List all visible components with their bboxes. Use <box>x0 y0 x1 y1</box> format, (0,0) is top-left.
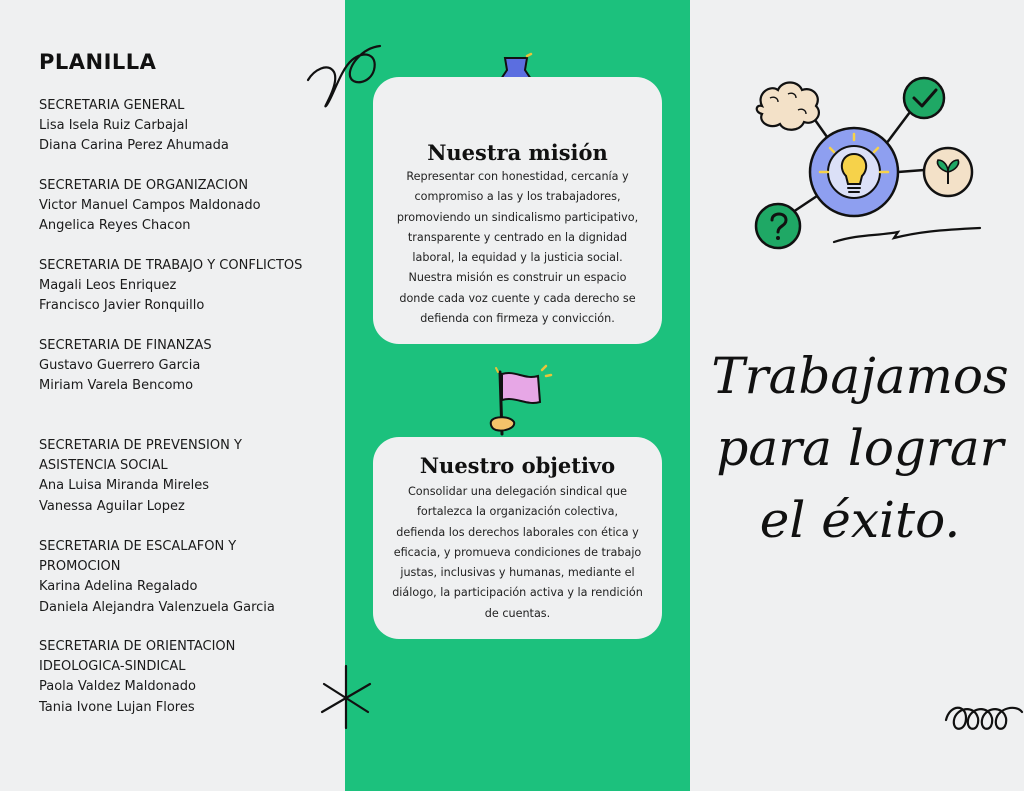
lightbulb-icon <box>810 128 898 216</box>
member-name: Gustavo Guerrero Garcia <box>39 358 201 374</box>
role-secretaria-finanzas <box>39 336 339 397</box>
flag-icon <box>482 364 554 440</box>
tagline <box>700 340 1020 556</box>
member-name: Angelica Reyes Chacon <box>39 218 191 234</box>
role-secretaria-prevension <box>39 436 339 517</box>
role-title: SECRETARIA DE TRABAJO Y CONFLICTOS <box>39 258 303 273</box>
objective-card <box>373 437 662 639</box>
member-name: Daniela Alejandra Valenzuela Garcia <box>39 599 275 615</box>
objective-title: Nuestro objetivo <box>419 453 616 478</box>
tagline-line: para lograr <box>716 419 1004 477</box>
planilla-title: PLANILLA <box>39 50 157 74</box>
member-name: Magali Leos Enriquez <box>39 278 177 294</box>
coil-doodle-icon <box>940 690 1024 750</box>
member-name: Vanessa Aguilar Lopez <box>39 498 185 514</box>
role-secretaria-trabajo <box>39 256 339 317</box>
role-title: SECRETARIA DE FINANZAS <box>39 338 212 353</box>
role-title: SECRETARIA DE ORIENTACION <box>39 639 236 654</box>
mission-body: Representar con honestidad, cercanía y compromiso a las y los trabajadores, promoviendo un sindicalismo participativo, transparente y centrado en la dignidad laboral, la equidad y la justicia social. Nuestra misión es construir un espacio donde cada voz cuente y cada derecho se defienda con firmeza y convicción. <box>396 170 639 326</box>
tagline-line: el éxito. <box>759 491 961 549</box>
role-title: SECRETARIA DE ORGANIZACION <box>39 178 249 193</box>
asterisk-doodle-icon <box>316 662 376 732</box>
member-name: Victor Manuel Campos Maldonado <box>39 198 261 214</box>
role-secretaria-organizacion <box>39 176 339 237</box>
role-secretaria-general <box>39 96 339 157</box>
role-title: SECRETARIA DE ESCALAFON Y <box>39 539 237 554</box>
role-title: SECRETARIA DE PREVENSION Y <box>39 438 242 453</box>
member-name: Ana Luisa Miranda Mireles <box>39 478 209 494</box>
member-name: Paola Valdez Maldonado <box>39 679 196 695</box>
mission-card <box>373 77 662 344</box>
idea-network-illustration <box>748 76 988 256</box>
role-title: SECRETARIA GENERAL <box>39 98 185 113</box>
member-name: Miriam Varela Bencomo <box>39 378 194 394</box>
member-name: Lisa Isela Ruiz Carbajal <box>39 118 189 134</box>
tagline-line: Trabajamos <box>711 347 1009 405</box>
thought-cloud-icon <box>757 83 819 130</box>
role-title: IDEOLOGICA-SINDICAL <box>39 659 186 675</box>
sprout-icon <box>924 148 972 196</box>
question-circle-icon <box>756 204 800 248</box>
member-name: Francisco Javier Ronquillo <box>39 298 205 314</box>
role-secretaria-orientacion <box>39 637 339 718</box>
member-name: Karina Adelina Regalado <box>39 579 198 595</box>
role-secretaria-escalafon <box>39 537 339 618</box>
mission-title: Nuestra misión <box>427 140 608 165</box>
member-name: Tania Ivone Lujan Flores <box>39 699 195 715</box>
member-name: Diana Carina Perez Ahumada <box>39 138 229 154</box>
objective-body: Consolidar una delegación sindical que fortalezca la organización colectiva, defienda los derechos laborales con ética y eficacia, y promueva condiciones de trabajo justas, inclusivas y humanas, mediante el diálogo, la participación activa y la rendición de cuentas. <box>392 485 643 620</box>
role-title: ASISTENCIA SOCIAL <box>39 458 168 474</box>
role-title: PROMOCION <box>39 559 121 575</box>
check-circle-icon <box>904 78 944 118</box>
